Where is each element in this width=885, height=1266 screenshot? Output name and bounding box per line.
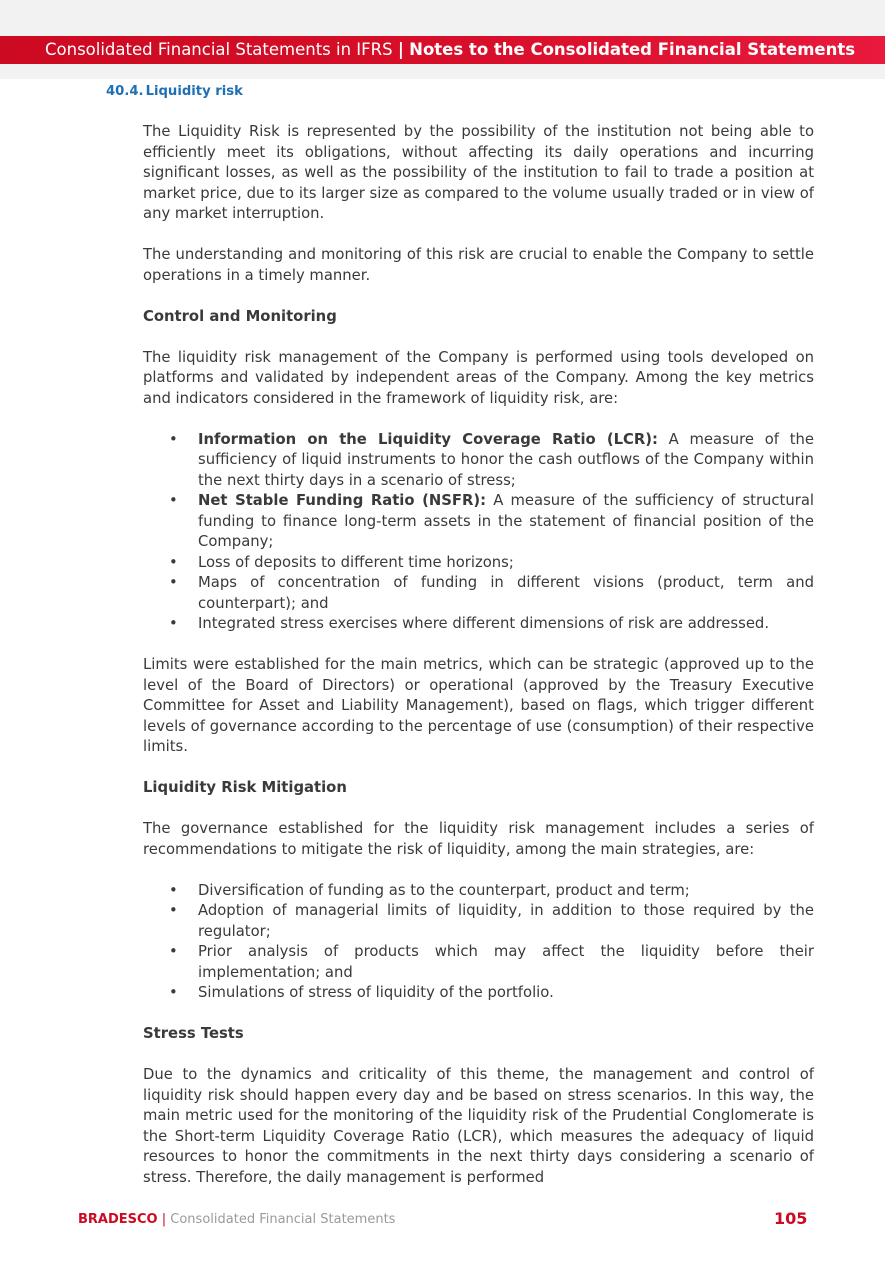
list-item bbox=[143, 881, 814, 902]
section-number: 40.4. bbox=[106, 84, 144, 99]
header-section-title: Notes to the Consolidated Financial Statements bbox=[409, 40, 856, 59]
list-item bbox=[143, 573, 814, 614]
bullet-icon: • bbox=[169, 574, 178, 591]
list-item-text: Prior analysis of products which may affect the liquidity before their implementation; and bbox=[198, 943, 814, 981]
footer-brand: BRADESCO bbox=[78, 1212, 158, 1227]
bullet-icon: • bbox=[169, 881, 178, 899]
list-item-text: Maps of concentration of funding in different visions (product, term and counterpart); and bbox=[198, 574, 814, 612]
body-content bbox=[143, 122, 814, 1209]
list-item bbox=[143, 491, 814, 553]
list-item-text: Adoption of managerial limits of liquidity, in addition to those required by the regulator; bbox=[198, 902, 814, 940]
paragraph-limits: Limits were established for the main metrics, which can be strategic (approved up to the level of the Board of Directors) or operational (approved by the Treasury Executive Committee for Asset and Liability Management), based on flags, which trigger different levels of governance according to the percentage of use (consumption) of their respective limits. bbox=[143, 656, 814, 755]
list-item-text: Integrated stress exercises where different dimensions of risk are addressed. bbox=[198, 615, 770, 632]
heading-control-monitoring: Control and Monitoring bbox=[143, 307, 337, 325]
section-heading bbox=[106, 84, 243, 99]
bullet-icon: • bbox=[169, 984, 178, 1001]
list-item bbox=[143, 942, 814, 983]
bullet-icon: • bbox=[169, 943, 178, 960]
paragraph-governance: The governance established for the liquidity risk management includes a series of recommendations to mitigate the risk of liquidity, among the main strategies, are: bbox=[143, 820, 814, 858]
metrics-list bbox=[143, 430, 814, 635]
footer-doc-title: Consolidated Financial Statements bbox=[170, 1212, 396, 1227]
bullet-icon: • bbox=[169, 615, 178, 632]
list-item-text: A measure of the sufficiency of structural funding to finance long-term assets in the statement of financial position of the Company; bbox=[198, 492, 815, 550]
list-item bbox=[143, 553, 814, 574]
footer bbox=[78, 1212, 395, 1227]
list-item-text: Diversification of funding as to the counterpart, product and term; bbox=[198, 881, 690, 899]
list-item-bold: Information on the Liquidity Coverage Ratio (LCR): bbox=[198, 430, 658, 448]
paragraph-stress: Due to the dynamics and criticality of this theme, the management and control of liquidity risk should happen every day and be based on stress scenarios. In this way, the main metric used for the monitoring of the liquidity risk of the Prudential Conglomerate is the Short-term Liquidity Coverage Ratio (LCR), which measures the adequacy of liquid resources to honor the commitments in the next thirty days considering a scenario of stress. Therefore, the daily management is performed bbox=[143, 1066, 814, 1186]
list-item-text: Loss of deposits to different time horizons; bbox=[198, 553, 514, 571]
heading-stress-tests: Stress Tests bbox=[143, 1025, 244, 1042]
strategies-list bbox=[143, 881, 814, 1004]
list-item-text: Simulations of stress of liquidity of the portfolio. bbox=[198, 984, 554, 1001]
list-item-text: A measure of the sufficiency of liquid instruments to honor the cash outflows of the Company within the next thirty days in a scenario of stress; bbox=[198, 430, 814, 489]
footer-separator: | bbox=[161, 1212, 167, 1227]
list-item-bold: Net Stable Funding Ratio (NSFR): bbox=[198, 492, 487, 509]
paragraph-tools: The liquidity risk management of the Company is performed using tools developed on platforms and validated by independent areas of the Company. Among the key metrics and indicators considered in the framework of liquidity risk, are: bbox=[143, 348, 814, 407]
section-title: Liquidity risk bbox=[145, 84, 243, 99]
bullet-icon: • bbox=[169, 553, 178, 571]
list-item bbox=[143, 614, 814, 635]
paragraph-importance: The understanding and monitoring of this risk are crucial to enable the Company to settle operations in a timely manner. bbox=[143, 246, 814, 284]
header-doc-title: Consolidated Financial Statements in IFRS bbox=[45, 40, 393, 59]
header-band bbox=[0, 36, 885, 64]
list-item bbox=[143, 901, 814, 942]
header-separator: | bbox=[397, 40, 404, 59]
page-number: 105 bbox=[774, 1209, 808, 1228]
list-item bbox=[143, 430, 814, 492]
heading-risk-mitigation: Liquidity Risk Mitigation bbox=[143, 779, 347, 796]
paragraph-definition: The Liquidity Risk is represented by the possibility of the institution not being able to efficiently meet its obligations, without affecting its daily operations and incurring significant losses, as well as the possibility of the institution to fail to trade a position at market price, due to its larger size as compared to the volume usually traded or in view of any market interruption. bbox=[143, 123, 814, 222]
bullet-icon: • bbox=[169, 430, 178, 448]
list-item bbox=[143, 983, 814, 1004]
bullet-icon: • bbox=[169, 902, 178, 919]
bullet-icon: • bbox=[169, 492, 178, 509]
